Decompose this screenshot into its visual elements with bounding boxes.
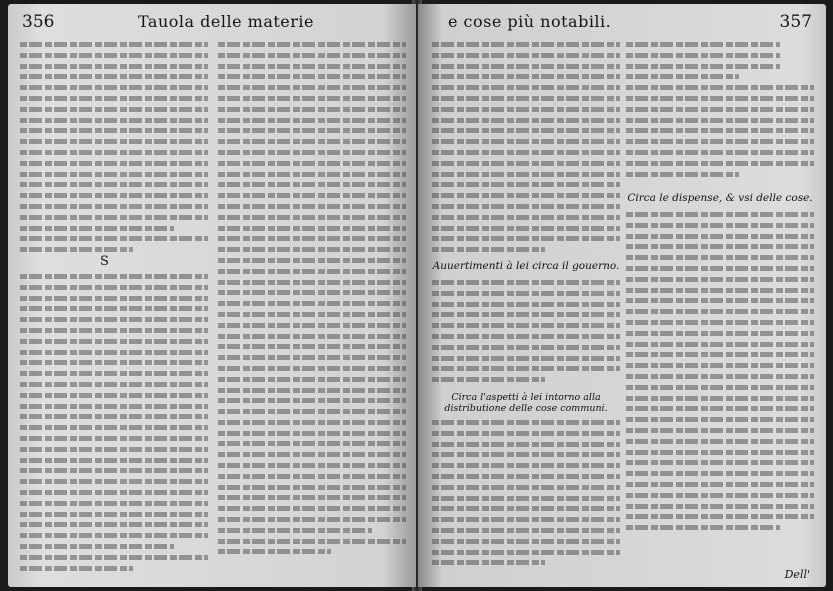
text-block xyxy=(432,420,620,571)
text-block xyxy=(20,274,208,576)
left-running-head: Tauola delle materie xyxy=(138,12,314,31)
left-column-1 xyxy=(20,42,208,578)
text-block xyxy=(432,42,620,258)
right-page xyxy=(418,4,826,587)
text-block xyxy=(218,42,406,560)
section-heading: Circa l'aspetti à lei intorno alla distributione delle cose communi. xyxy=(444,392,608,414)
right-running-head: e cose più notabili. xyxy=(448,12,612,31)
text-block xyxy=(626,212,814,536)
right-column-1 xyxy=(432,42,620,578)
section-heading: Circa le dispense, & vsi delle cose. xyxy=(627,192,813,204)
left-page xyxy=(8,4,416,587)
text-block xyxy=(626,42,814,182)
letter-heading: S xyxy=(100,254,109,269)
section-heading: Auuertimenti à lei circa il gouerno. xyxy=(432,260,620,272)
catchword: Dell' xyxy=(784,568,810,581)
text-block xyxy=(20,42,208,258)
left-page-number: 356 xyxy=(22,12,55,32)
left-column-2 xyxy=(218,42,406,578)
right-column-2 xyxy=(626,42,814,578)
right-page-number: 357 xyxy=(779,12,812,32)
text-block xyxy=(432,280,620,388)
